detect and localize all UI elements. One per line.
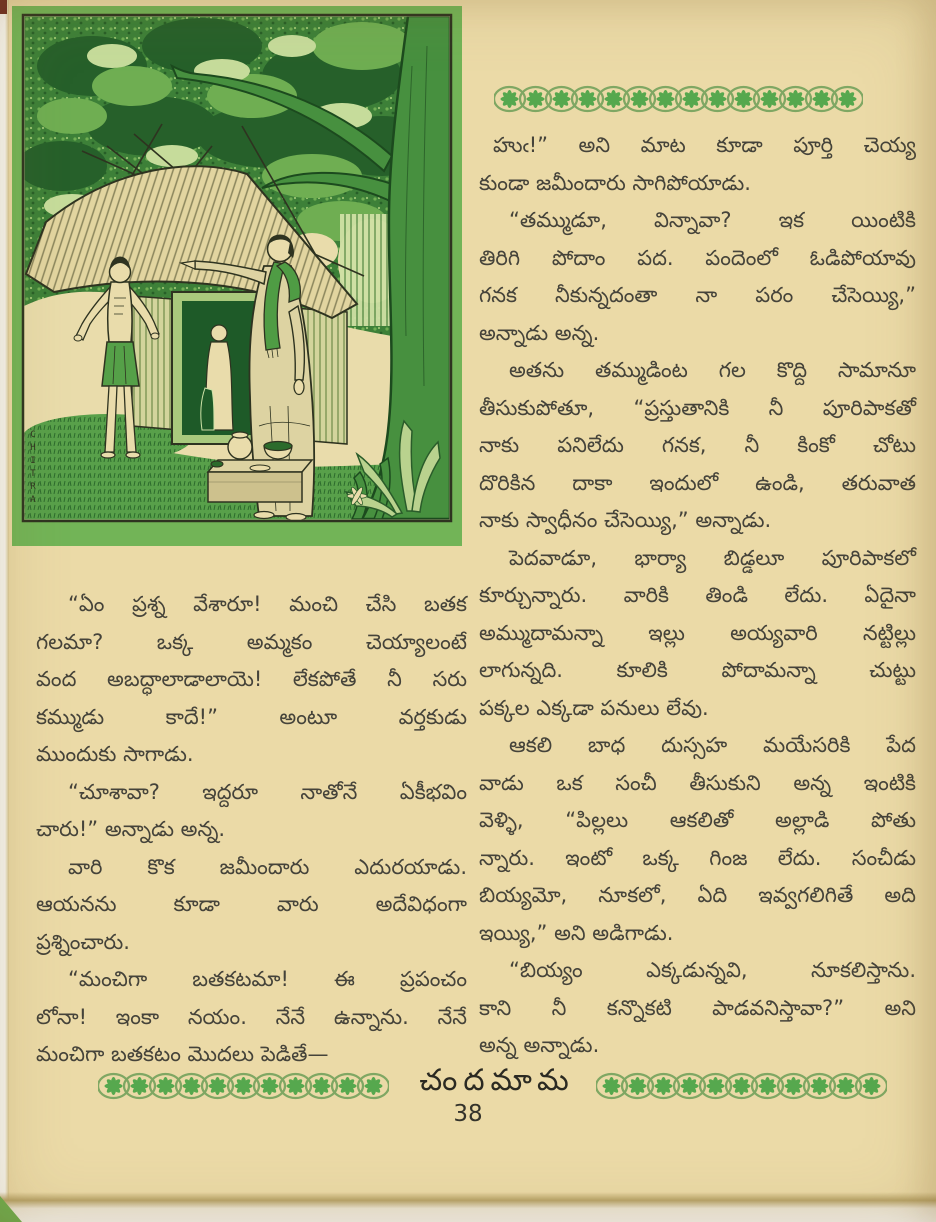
artist-signature: CHITRA	[28, 430, 38, 508]
text-line: ముందుకు సాగాడు.	[36, 742, 194, 766]
text-line: “చూశావా? ఇద్దరూ నాతోనే ఏకీభవిం	[68, 779, 467, 804]
magazine-title: చందమామ	[419, 1063, 575, 1098]
text-line: నాకు స్వాధీనం చేసెయ్యి,” అన్నాడు.	[479, 508, 772, 532]
text-line: ప్రశ్నించారు.	[36, 929, 130, 954]
text-line: పక్కల ఎక్కడా పనులు లేవు.	[479, 695, 709, 720]
scan-edge-left	[0, 0, 9, 1222]
text-line: వంద అబద్ధాలాడాలాయె! లేకపోతే నీ సరు	[36, 667, 467, 691]
text-line: “తమ్ముడూ, విన్నావా? ఇక యింటికి	[509, 208, 916, 232]
text-line: వారి కొక జమీందారు ఎదురయాడు.	[68, 854, 467, 879]
bowl	[264, 442, 292, 451]
text-line: అతను తమ్ముడింట గల కొద్ది సామానూ	[509, 358, 916, 382]
text-line: గనక నీకున్నదంతా నా పరం చేసెయ్యి,”	[479, 283, 916, 307]
text-line: లాగున్నది. కూలికి పోదామన్నా చుట్టు	[479, 658, 916, 682]
text-line: హుఁ!” అని మాట కూడా పూర్తి చెయ్య	[493, 133, 916, 157]
scan-edge-bottom	[0, 1192, 936, 1222]
paragraph	[36, 774, 467, 849]
text-line: అన్న అన్నాడు.	[479, 1033, 600, 1057]
child-in-doorway	[201, 388, 214, 430]
chain-ornament-border-bottom-left	[98, 1071, 389, 1101]
paragraph	[479, 727, 916, 952]
text-line: చారు!” అన్నాడు అన్న.	[36, 817, 226, 841]
text-line: కూర్చున్నారు. వారికి తిండి లేదు. ఏదైనా	[479, 583, 916, 607]
text-line: తిరిగి పోదాం పద. పందెంలో ఓడిపోయావు	[479, 245, 916, 270]
text-line: ఆయనను కూడా వారు అదేవిధంగా	[36, 892, 467, 916]
paragraph	[479, 952, 916, 1065]
paragraph	[36, 849, 467, 962]
paragraph	[36, 586, 467, 774]
text-line: వాడు ఒక సంచీ తీసుకుని అన్న ఇంటికి	[479, 770, 916, 795]
paragraph	[479, 540, 916, 728]
text-line: కాని నీ కన్నొకటి పాడవనిస్తావా?” అని	[479, 995, 916, 1020]
paragraph	[479, 202, 916, 352]
text-line: కుండా జమీందారు సాగిపోయాడు.	[479, 170, 751, 195]
text-line: తీసుకుపోతూ, “ప్రస్తుతానికి నీ పూరిపాకతో	[479, 395, 916, 420]
text-line: పెదవాడూ, భార్యా బిడ్డలూ పూరిపాకలో	[509, 545, 916, 570]
right-text-column	[479, 127, 916, 1065]
text-line: “ఏం ప్రశ్న వేశారూ! మంచి చేసి బతక	[68, 592, 467, 616]
text-line: బియ్యమో, నూకలో, ఏది ఇవ్వగలిగితే అది	[479, 883, 916, 907]
text-line: అన్నాడు అన్న.	[479, 320, 600, 345]
left-text-column	[36, 586, 467, 1074]
text-line: ఆకలి బాధ దుస్సహ మయేసరికి పేద	[509, 733, 916, 757]
paragraph	[479, 127, 916, 202]
green-dhoti	[102, 342, 139, 386]
text-line: మంచిగా బతకటం మొదలు పెడితే—	[36, 1042, 329, 1066]
text-line: కమ్ముడు కాదే!” అంటూ వర్తకుడు	[36, 704, 467, 729]
story-illustration	[12, 6, 462, 546]
chain-ornament-border-top	[494, 84, 863, 114]
text-line: “బియ్యం ఎక్కడున్నవి, నూకలిస్తాను.	[509, 958, 916, 982]
text-line: దొరికిన దాకా ఇందులో ఉండి, తరువాత	[479, 470, 916, 495]
page-number: 38	[453, 1101, 483, 1127]
paragraph	[36, 961, 467, 1074]
chain-ornament-border-bottom-right	[596, 1071, 887, 1101]
scan-corner-mark	[0, 0, 7, 14]
paragraph	[479, 352, 916, 540]
text-line: నాకు పనిలేదు గనక, నీ కింకో చోటు	[479, 433, 916, 457]
text-line: లోనా! ఇంకా నయం. నేనే ఉన్నాను. నేనే	[36, 1004, 467, 1029]
text-line: “మంచిగా బతకటమా! ఈ ప్రపంచం	[68, 967, 467, 991]
text-line: వెళ్ళి, “పిల్లలు ఆకలితో అల్లాడి పోతు	[479, 808, 916, 832]
text-line: ఇయ్యి,” అని అడిగాడు.	[479, 920, 674, 945]
text-line: అమ్ముదామన్నా ఇల్లు అయ్యవారి నట్టిల్లు	[479, 620, 916, 645]
illustration-drawing	[12, 6, 462, 546]
text-line: న్నారు. ఇంటో ఒక్క గింజ లేదు. సంచీడు	[479, 845, 916, 870]
text-line: గలమా? ఒక్క అమ్మకం చెయ్యాలంటే	[36, 629, 467, 654]
